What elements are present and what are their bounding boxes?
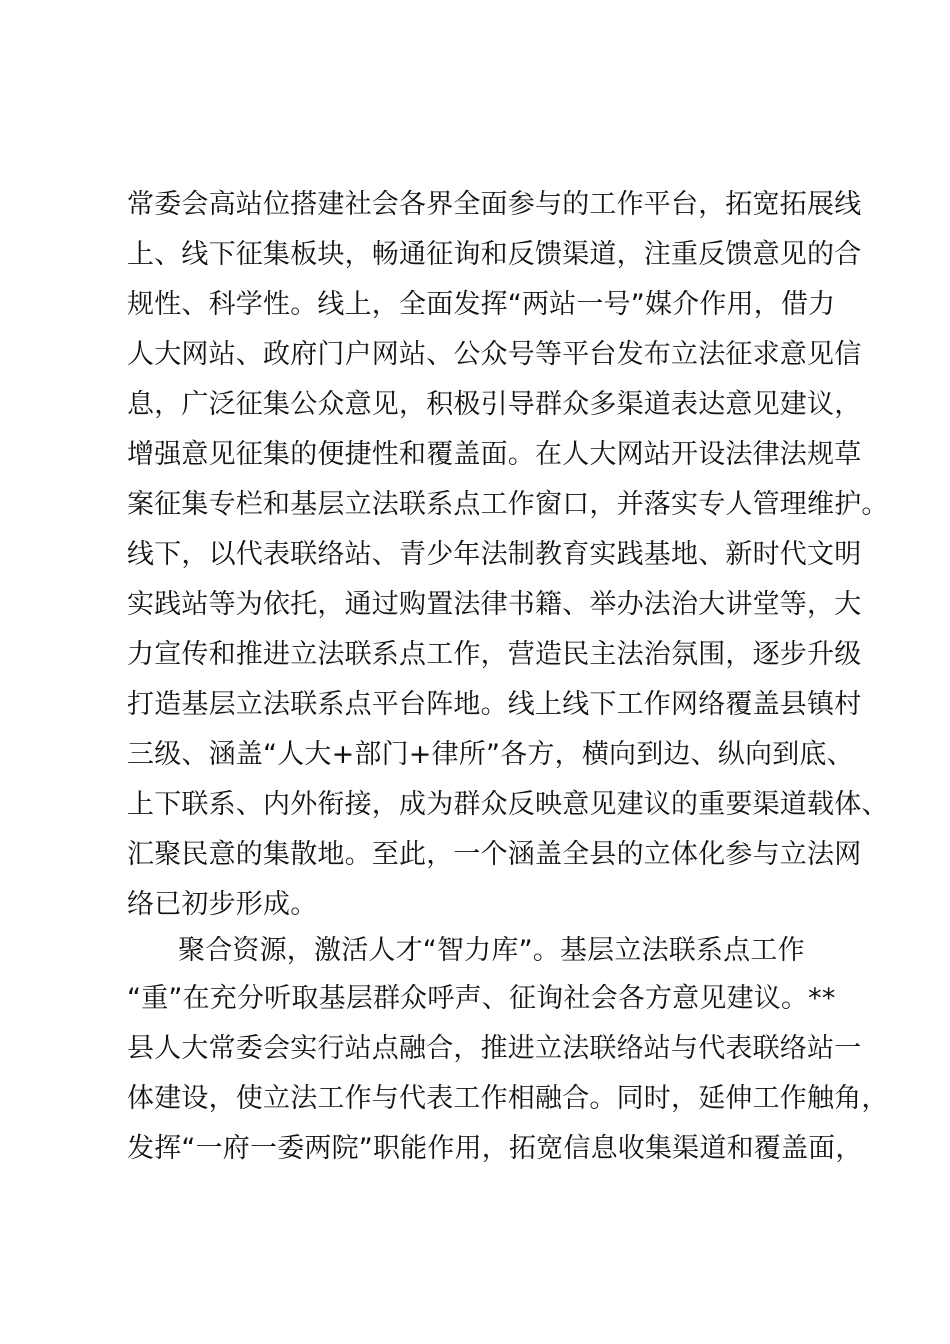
paragraph-line: 人大网站、政府门户网站、公众号等平台发布立法征求意见信: [127, 339, 862, 370]
paragraph-line: 打造基层立法联系点平台阵地。线上线下工作网络覆盖县镇村: [127, 689, 862, 720]
paragraph-line: 常委会高站位搭建社会各界全面参与的工作平台，拓宽拓展线: [127, 189, 862, 220]
paragraph-line: 力宣传和推进立法联系点工作，营造民主法治氛围，逐步升级: [127, 639, 862, 670]
paragraph-line: 规性、科学性。线上，全面发挥“两站一号”媒介作用，借力: [127, 289, 836, 320]
paragraph-line: 三级、涵盖“人大+部门+律所”各方，横向到边、纵向到底、: [127, 739, 854, 770]
paragraph-line-indented: 聚合资源，激活人才“智力库”。基层立法联系点工作: [178, 935, 805, 966]
paragraph-line: 县人大常委会实行站点融合，推进立法联络站与代表联络站一: [127, 1033, 862, 1064]
paragraph-line: 络已初步形成。: [127, 889, 318, 920]
paragraph-line: “重”在充分听取基层群众呼声、征询社会各方意见建议。**: [127, 983, 836, 1014]
paragraph-line: 案征集专栏和基层立法联系点工作窗口，并落实专人管理维护。: [127, 489, 889, 520]
paragraph-line: 体建设，使立法工作与代表工作相融合。同时，延伸工作触角，: [127, 1083, 889, 1114]
paragraph-line: 增强意见征集的便捷性和覆盖面。在人大网站开设法律法规草: [127, 439, 862, 470]
paragraph-line: 上下联系、内外衔接，成为群众反映意见建议的重要渠道载体、: [127, 789, 889, 820]
paragraph-line: 上、线下征集板块，畅通征询和反馈渠道，注重反馈意见的合: [127, 239, 862, 270]
paragraph-line: 线下，以代表联络站、青少年法制教育实践基地、新时代文明: [127, 539, 862, 570]
paragraph-line: 实践站等为依托，通过购置法律书籍、举办法治大讲堂等，大: [127, 589, 862, 620]
paragraph-line: 息，广泛征集公众意见，积极引导群众多渠道表达意见建议，: [127, 389, 862, 420]
paragraph-line: 汇聚民意的集散地。至此，一个涵盖全县的立体化参与立法网: [127, 839, 862, 870]
paragraph-line: 发挥“一府一委两院”职能作用，拓宽信息收集渠道和覆盖面，: [127, 1133, 863, 1164]
